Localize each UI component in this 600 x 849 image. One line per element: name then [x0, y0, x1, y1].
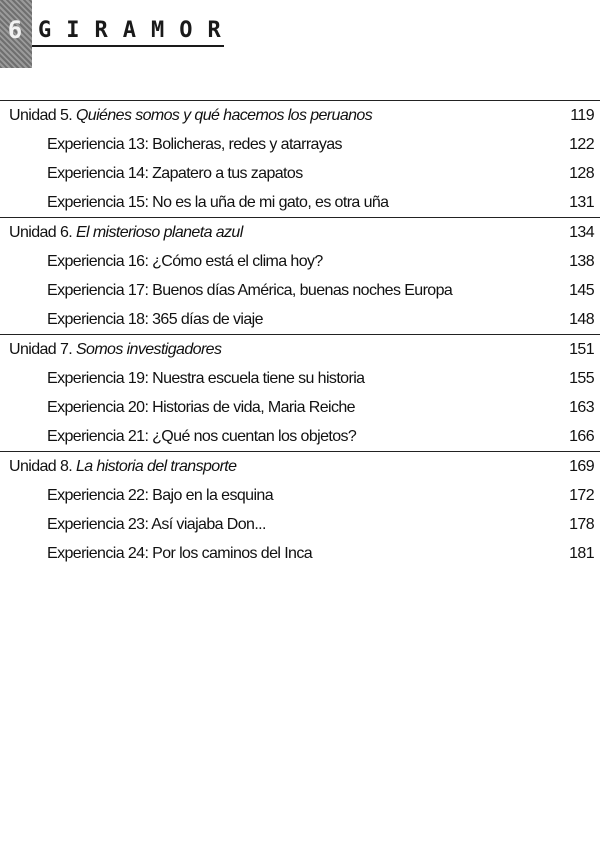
toc-experience-row[interactable]	[0, 130, 600, 159]
toc-experience-row[interactable]	[0, 481, 600, 510]
unit-title: Quiénes somos y qué hacemos los peruanos	[75, 107, 373, 124]
toc-unit-label	[9, 218, 243, 247]
toc-unit-label	[9, 452, 236, 481]
toc-page-number: 172	[569, 487, 594, 504]
toc-experience-row[interactable]	[0, 276, 600, 305]
toc-page-number: 145	[569, 282, 594, 299]
toc-experience-row[interactable]	[0, 364, 600, 393]
toc-page-number: 166	[569, 428, 594, 445]
table-of-contents	[0, 100, 600, 568]
toc-experience-row[interactable]	[0, 510, 600, 539]
toc-unit-label	[9, 101, 372, 130]
toc-unit-row[interactable]	[0, 334, 600, 364]
page-number-box	[0, 0, 32, 68]
toc-page-number: 178	[569, 516, 594, 533]
unit-prefix: Unidad 7.	[9, 341, 76, 358]
brand-title: GIRAMOR	[38, 18, 236, 43]
toc-experience-label: Experiencia 20: Historias de vida, Maria Reiche	[47, 399, 355, 416]
toc-experience-row[interactable]	[0, 188, 600, 217]
toc-experience-label: Experiencia 14: Zapatero a tus zapatos	[47, 165, 303, 182]
toc-experience-row[interactable]	[0, 393, 600, 422]
toc-page-number: 122	[569, 136, 594, 153]
toc-experience-label: Experiencia 22: Bajo en la esquina	[47, 487, 273, 504]
toc-experience-row[interactable]	[0, 305, 600, 334]
toc-page-number: 148	[569, 311, 594, 328]
page-header	[0, 0, 600, 70]
toc-page-number: 155	[569, 370, 594, 387]
toc-unit-row[interactable]	[0, 100, 600, 130]
toc-experience-label: Experiencia 19: Nuestra escuela tiene su historia	[47, 370, 365, 387]
toc-experience-label: Experiencia 18: 365 días de viaje	[47, 311, 263, 328]
unit-title: Somos investigadores	[75, 341, 222, 358]
toc-page-number: 181	[569, 545, 594, 562]
toc-page-number: 131	[569, 194, 594, 211]
toc-experience-row[interactable]	[0, 159, 600, 188]
toc-unit-label	[9, 335, 221, 364]
toc-experience-label: Experiencia 23: Así viajaba Don...	[47, 516, 266, 533]
unit-title: El misterioso planeta azul	[75, 224, 243, 241]
toc-unit-row[interactable]	[0, 217, 600, 247]
toc-experience-row[interactable]	[0, 539, 600, 568]
page-number: 6	[7, 16, 23, 44]
unit-prefix: Unidad 8.	[9, 458, 76, 475]
unit-title: La historia del transporte	[75, 458, 237, 475]
unit-prefix: Unidad 5.	[9, 107, 76, 124]
toc-page-number: 163	[569, 399, 594, 416]
toc-page-number: 138	[569, 253, 594, 270]
brand-underline	[32, 45, 224, 47]
toc-experience-label: Experiencia 24: Por los caminos del Inca	[47, 545, 313, 562]
toc-experience-label: Experiencia 13: Bolicheras, redes y atarrayas	[47, 136, 342, 153]
unit-prefix: Unidad 6.	[9, 224, 76, 241]
toc-experience-label: Experiencia 15: No es la uña de mi gato, es otra uña	[47, 194, 389, 211]
toc-page-number: 119	[570, 107, 594, 124]
toc-experience-row[interactable]	[0, 422, 600, 451]
toc-unit-row[interactable]	[0, 451, 600, 481]
toc-experience-label: Experiencia 16: ¿Cómo está el clima hoy?	[47, 253, 323, 270]
toc-experience-row[interactable]	[0, 247, 600, 276]
toc-page-number: 151	[569, 341, 594, 358]
toc-page-number: 134	[569, 224, 594, 241]
toc-page-number: 128	[569, 165, 594, 182]
toc-experience-label: Experiencia 17: Buenos días América, buenas noches Europa	[47, 282, 453, 299]
toc-experience-label: Experiencia 21: ¿Qué nos cuentan los objetos?	[47, 428, 357, 445]
toc-page-number: 169	[569, 458, 594, 475]
